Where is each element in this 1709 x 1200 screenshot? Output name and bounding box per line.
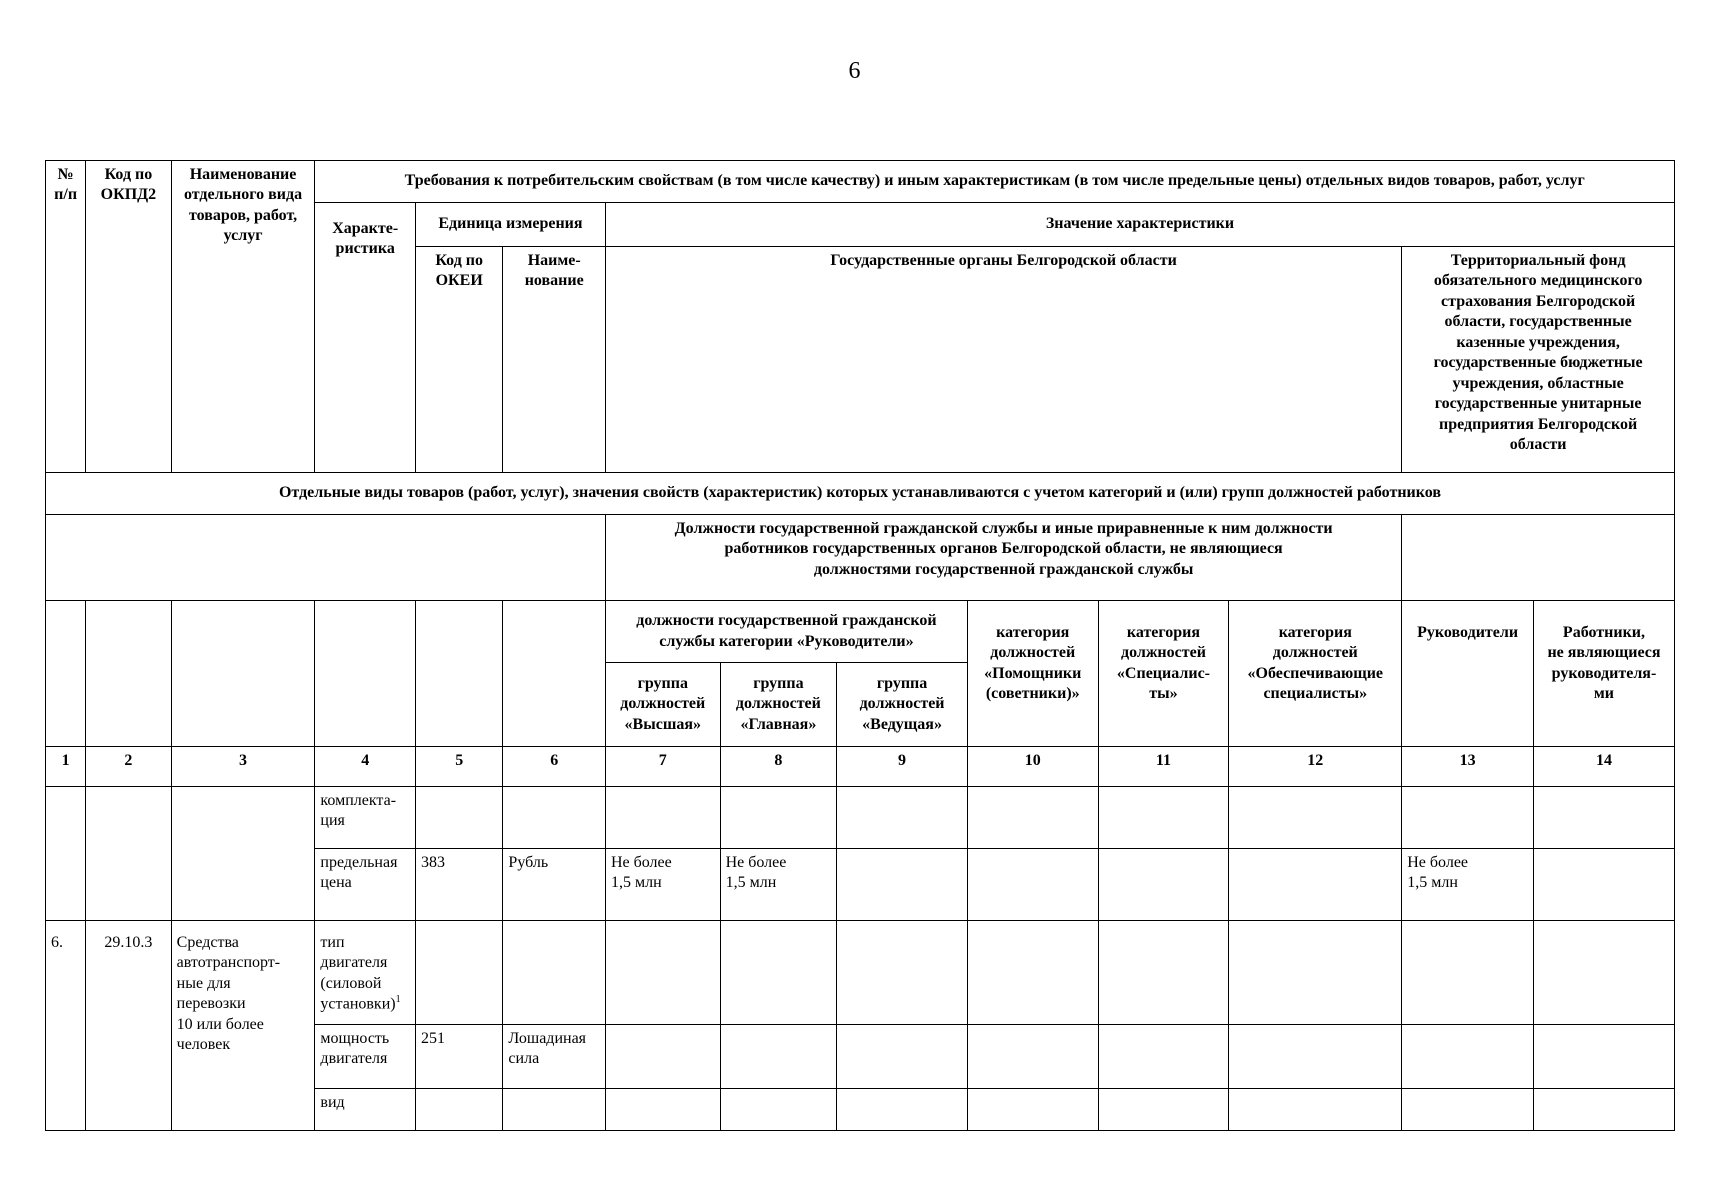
header-leaders-category: должности государственной гражданской службы категории «Руководители» <box>605 601 967 663</box>
blank-cell <box>315 601 416 747</box>
blank-cell <box>415 601 502 747</box>
header-unit-name: Наиме- нование <box>503 247 606 473</box>
blank-cell <box>171 787 315 921</box>
column-number: 12 <box>1229 747 1402 787</box>
header-value: Значение характеристики <box>605 203 1674 247</box>
characteristic-cell: комплекта- ция <box>315 787 416 849</box>
table-row <box>46 921 1675 1025</box>
column-number: 2 <box>86 747 171 787</box>
characteristic-cell: предельная цена <box>315 849 416 921</box>
page-number: 6 <box>848 58 861 84</box>
characteristic-cell: тип двигателя (силовой установки)$^1$ <box>315 921 416 1025</box>
item-code: 29.10.3 <box>86 921 171 1131</box>
header-group-high: группа должностей «Высшая» <box>605 663 720 747</box>
blank-cell <box>503 601 606 747</box>
header-territorial-fund: Территориальный фонд обязательного медицинского страхования Белгородской области, государственные казенные учреждения, государственные бюджетные учреждения, областные государственные унитарные предприятия Белгородской области <box>1402 247 1675 473</box>
header-civil-service: Должности государственной гражданской службы и иные приравненные к ним должности работников государственных органов Белгородской области, не являющиеся должностями государственной гражданской службы <box>605 515 1401 601</box>
column-number: 3 <box>171 747 315 787</box>
characteristic-cell: мощность двигателя <box>315 1025 416 1089</box>
item-name: Средства автотранспорт- ные для перевозки 10 или более человек <box>171 921 315 1131</box>
column-number: 9 <box>837 747 968 787</box>
column-number: 1 <box>46 747 86 787</box>
column-number: 5 <box>415 747 502 787</box>
header-name-cell: Наименование отдельного вида товаров, работ, услуг <box>171 161 315 473</box>
value-cell: Не более 1,5 млн <box>720 849 837 921</box>
okei-cell: 251 <box>415 1025 502 1089</box>
column-number: 8 <box>720 747 837 787</box>
blank-cell <box>1402 515 1675 601</box>
blank-cell <box>86 601 171 747</box>
header-heads: Руководители <box>1402 601 1534 747</box>
unit-cell: Рубль <box>503 849 606 921</box>
header-requirements: Требования к потребительским свойствам (в том числе качеству) и иным характеристикам (в том числе предельные цены) отдельных видов товаров, работ, услуг <box>315 161 1675 203</box>
blank-cell <box>46 515 606 601</box>
column-number: 4 <box>315 747 416 787</box>
column-number: 13 <box>1402 747 1534 787</box>
header-group-main: группа должностей «Главная» <box>720 663 837 747</box>
column-number: 6 <box>503 747 606 787</box>
blank-cell <box>46 787 86 921</box>
value-cell: Не более 1,5 млн <box>1402 849 1534 921</box>
header-num-cell: № п/п <box>46 161 86 473</box>
requirements-table <box>45 160 1675 1131</box>
header-group-lead: группа должностей «Ведущая» <box>837 663 968 747</box>
header-characteristic: Характе- ристика <box>315 203 416 473</box>
header-unit: Единица измерения <box>415 203 605 247</box>
blank-cell <box>46 601 86 747</box>
header-cat-support: категория должностей «Обеспечивающие специалисты» <box>1229 601 1402 747</box>
header-state-bodies: Государственные органы Белгородской области <box>605 247 1401 473</box>
okei-cell: 383 <box>415 849 502 921</box>
header-cat-specialists: категория должностей «Специалис- ты» <box>1098 601 1229 747</box>
section-title: Отдельные виды товаров (работ, услуг), значения свойств (характеристик) которых устанавливаются с учетом категорий и (или) групп должностей работников <box>46 473 1675 515</box>
blank-cell <box>86 787 171 921</box>
header-non-heads: Работники, не являющиеся руководителя- ми <box>1533 601 1674 747</box>
blank-cell <box>171 601 315 747</box>
header-okei: Код по ОКЕИ <box>415 247 502 473</box>
item-number: 6. <box>46 921 86 1131</box>
table-row <box>46 787 1675 849</box>
value-cell: Не более 1,5 млн <box>605 849 720 921</box>
column-number: 11 <box>1098 747 1229 787</box>
column-number: 7 <box>605 747 720 787</box>
unit-cell: Лошадиная сила <box>503 1025 606 1089</box>
header-okpd-cell: Код по ОКПД2 <box>86 161 171 473</box>
column-number: 10 <box>967 747 1098 787</box>
characteristic-cell: вид <box>315 1089 416 1131</box>
column-number: 14 <box>1533 747 1674 787</box>
header-cat-assistants: категория должностей «Помощники (советники)» <box>967 601 1098 747</box>
